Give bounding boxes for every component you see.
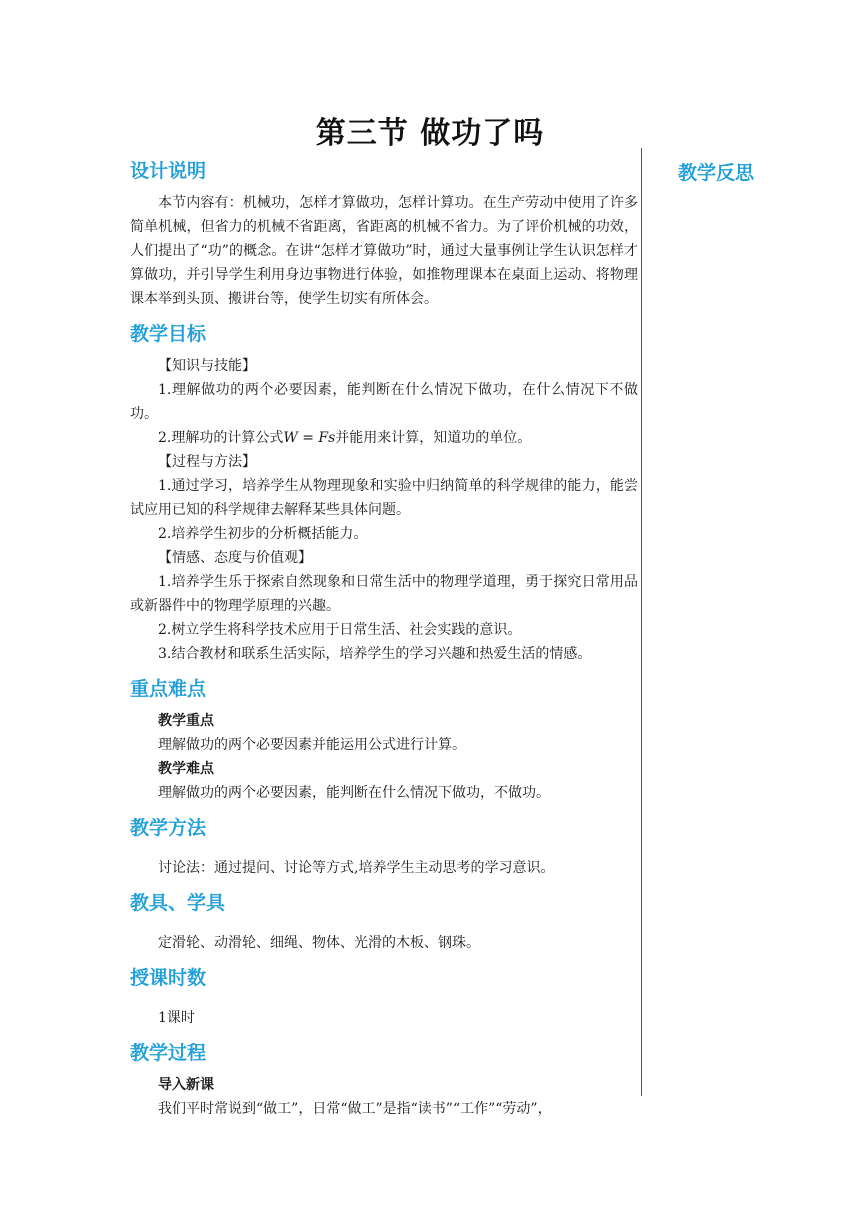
knowledge-item-2-pre: 2.理解功的计算公式 [158, 430, 284, 446]
column-divider [641, 148, 642, 1096]
goals-heading: 教学目标 [130, 323, 207, 345]
process-heading: 教学过程 [130, 1042, 207, 1064]
knowledge-item-1: 1.理解做功的两个必要因素，能判断在什么情况下做功，在什么情况下不做功。 [130, 382, 638, 422]
work-formula: W = Fs [283, 430, 336, 446]
process-item-1: 1.通过学习，培养学生从物理现象和实验中归纳简单的科学规律的能力，能尝试应用已知的科学规律去解释某些具体问题。 [130, 478, 638, 518]
emotion-item-3: 3.结合教材和联系生活实际，培养学生的学习兴趣和热爱生活的情感。 [158, 646, 592, 662]
process-item-2: 2.培养学生初步的分析概括能力。 [158, 526, 368, 542]
tools-body: 定滑轮、动滑轮、细绳、物体、光滑的木板、钢珠。 [158, 935, 480, 951]
difficulty-body: 理解做功的两个必要因素，能判断在什么情况下做功，不做功。 [158, 785, 550, 801]
hours-body: 1课时 [158, 1010, 195, 1026]
difficulty-label: 教学难点 [158, 761, 214, 777]
design-body: 本节内容有：机械功，怎样才算做功，怎样计算功。在生产劳动中使用了许多简单机械，但省力的机械不省距离，省距离的机械不省力。为了评价机械的功效，人们提出了“功”的概念。在讲“怎样才算做功”时，通过大量事例让学生认识怎样才算做功，并引导学生利用身边事物进行体验，如推物理课本在桌面上运动、将物理课本举到头顶、搬讲台等，使学生切实有所体会。 [130, 195, 638, 307]
method-body: 讨论法：通过提问、讨论等方式,培养学生主动思考的学习意识。 [158, 860, 555, 876]
knowledge-item-2 [130, 426, 638, 450]
intro-body: 我们平时常说到“做工”，日常“做工”是指“读书”“工作”“劳动”， [158, 1101, 552, 1117]
main-column [130, 152, 638, 1121]
key-heading: 重点难点 [130, 678, 207, 700]
page-title: 第三节 做功了吗 [315, 116, 545, 151]
method-heading: 教学方法 [130, 817, 207, 839]
design-heading: 设计说明 [130, 160, 207, 182]
intro-label: 导入新课 [158, 1077, 214, 1093]
knowledge-label: 【知识与技能】 [158, 358, 256, 374]
focus-body: 理解做功的两个必要因素并能运用公式进行计算。 [158, 737, 466, 753]
focus-label: 教学重点 [158, 713, 214, 729]
emotion-label: 【情感、态度与价值观】 [158, 550, 312, 566]
process-method-label: 【过程与方法】 [158, 454, 256, 470]
emotion-item-1: 1.培养学生乐于探索自然现象和日常生活中的物理学道理，勇于探究日常用品或新器件中的物理学原理的兴趣。 [130, 574, 638, 614]
emotion-item-2: 2.树立学生将科学技术应用于日常生活、社会实践的意识。 [158, 622, 522, 638]
hours-heading: 授课时数 [130, 967, 207, 989]
knowledge-item-2-post: 并能用来计算，知道功的单位。 [335, 430, 532, 446]
reflection-heading: 教学反思 [678, 162, 755, 184]
tools-heading: 教具、学具 [130, 892, 226, 914]
